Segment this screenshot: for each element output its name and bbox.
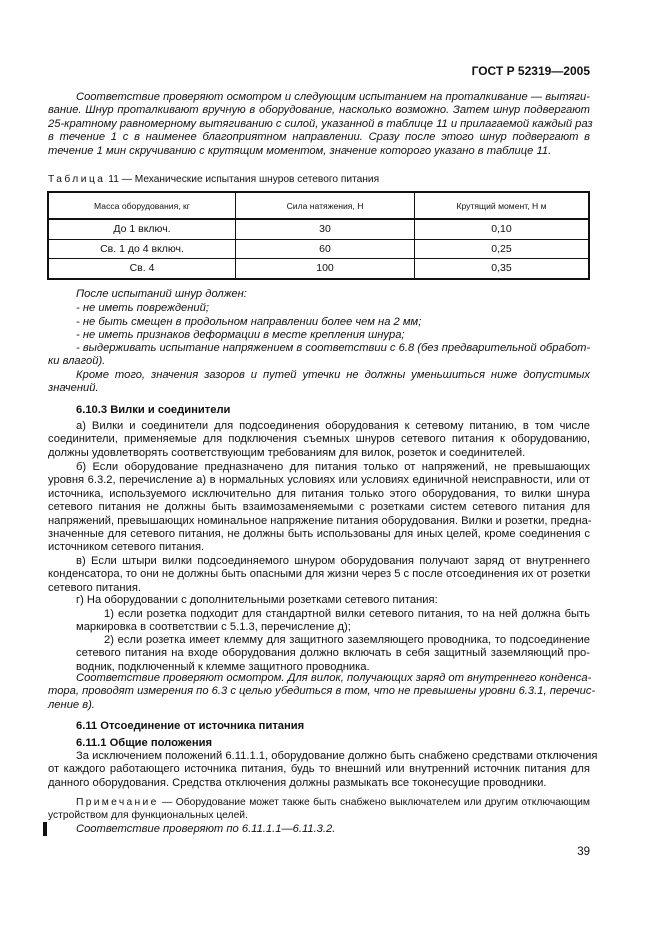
h-6-11 — [48, 720, 590, 733]
text-line: значенные для сетевого питания, не должны быть использованы для иных целей, кроме соединения с — [48, 527, 590, 540]
text-line: ление в). — [48, 698, 95, 711]
column-header-mass: Масса оборудования, кг — [48, 192, 236, 219]
text-line: Соответствие проверяют осмотром. Для вилок, получающих заряд от внутреннего конденса- — [76, 672, 592, 684]
column-header-torque: Крутящий момент, Н м — [415, 192, 590, 219]
item-b — [48, 461, 590, 555]
mechanical-tests-table — [47, 191, 590, 280]
table-row — [48, 259, 589, 279]
column-header-tension: Сила натяжения, Н — [236, 192, 415, 219]
text-line: от каждого работающего источника питания, будь то внешний или внутренний источник питания для — [48, 763, 590, 776]
cell-mass: Св. 1 до 4 включ. — [48, 239, 236, 259]
text-line: б) Если оборудование предназначено для питания только от напряжений, не превышающих — [76, 461, 590, 473]
text-line: Кроме того, значения зазоров и путей утечки не должны уменьшиться ниже допустимых — [76, 369, 590, 381]
text-line: сетевого питания на входе оборудования должно включать в себя защитный заземляющий про- — [76, 647, 590, 660]
text-line: напряжений, превышающих номинальное напряжение питания оборудования. Вилки и розетки, предна- — [48, 514, 592, 527]
text-line: - не иметь признаков деформации в месте крепления шнура; — [76, 329, 405, 341]
p-pushpull — [48, 91, 593, 158]
cell-torque: 0,25 — [415, 239, 590, 259]
text-line: соединители, применяемые для подключения съемных шнуров сетевого питания к оборудованию, — [48, 433, 590, 446]
item-g-2 — [48, 634, 590, 674]
text-line: сетевого питания не должны быть взаимозаменяемыми с розетками систем сетевого питания для — [48, 501, 590, 514]
table-caption-label: Таблица — [48, 174, 106, 185]
text-line: значений. — [48, 382, 99, 395]
req-1 — [48, 302, 590, 315]
table-caption — [48, 174, 379, 185]
text-line: 1) если розетка подходит для стандартной вилки сетевого питания, то на ней должна быть — [104, 608, 590, 620]
table-caption-text: 11 — Механические испытания шнуров сетевого питания — [108, 174, 380, 185]
text-line: ки влагой). — [48, 355, 106, 368]
text-line: 6.11 Отсоединение от источника питания — [76, 720, 305, 732]
item-g-1 — [48, 608, 590, 635]
compliance-plugs — [48, 672, 596, 712]
text-line: 2) если розетка имеет клемму для защитного заземляющего проводника, то подсоединение — [104, 634, 590, 646]
cell-tension: 30 — [236, 219, 415, 239]
text-line: маркировка в соответствии с 5.1.3, перечисление д); — [76, 621, 351, 634]
text-line: в) Если штыри вилки подсоединяемого шнуром оборудования получают заряд от внутреннего — [76, 555, 590, 567]
text-line: источником сетевого питания. — [48, 541, 205, 554]
cell-tension: 60 — [236, 239, 415, 259]
text-line: 6.11.1 Общие положения — [76, 737, 212, 749]
req-2 — [48, 316, 590, 329]
text-line: г) На оборудовании с дополнительными розетками сетевого питания: — [76, 594, 438, 606]
note-text-continued: устройством для функциональных целей. — [48, 810, 248, 822]
text-line: После испытаний шнур должен: — [76, 288, 247, 300]
text-line: Соответствие проверяют осмотром и следующим испытанием на проталкивание — вытяги- — [76, 91, 590, 103]
text-line: в течение 1 с в наименее благоприятном направлении. Сразу после этого шнур подвергают в — [48, 131, 590, 144]
req-4 — [48, 342, 590, 369]
text-line: источника, используемого исключительно для питания только этого оборудования, то вилки шнура — [48, 487, 590, 500]
text-line: тора, проводят измерения по 6.3 с целью убедиться в том, что не превышены уровни 6.3.1, перечис- — [48, 685, 596, 698]
document-id-header: ГОСТ Р 52319—2005 — [471, 64, 590, 78]
text-line: вание. Шнур проталкивают вручную в оборудование, насколько возможно. Затем шнур подвергают — [48, 104, 590, 117]
page-number: 39 — [577, 846, 590, 858]
text-line: а) Вилки и соединители для подсоединения оборудования к сетевому питанию, в том числе — [76, 420, 590, 432]
text-line: уровня 6.3.2, перечисление а) в нормальных условиях или условиях единичной неисправности, или от — [48, 474, 590, 487]
table-row — [48, 239, 589, 259]
cell-mass: Св. 4 — [48, 259, 236, 279]
text-line: 25-кратному равномерному вытягиванию с силой, указанной в таблице 11 и прилагаемой каждый раз — [48, 117, 593, 130]
text-line: - выдерживать испытание напряжением в соответствии с 6.8 (без предварительной обработ- — [76, 342, 591, 354]
h-6-11-1 — [48, 737, 590, 750]
text-line: течение 1 мин скручиванию с крутящим моментом, значение которого указано в таблице 11. — [48, 144, 552, 157]
note — [48, 796, 590, 823]
text-line: - не быть смещен в продольном направлении более чем на 2 мм; — [76, 316, 422, 328]
item-a — [48, 420, 590, 460]
text-line: конденсатора, то они не должны быть опасными для жизни через 5 с после отсоединения их от розетки — [48, 568, 591, 581]
final-compliance-statement: Соответствие проверяют по 6.11.1.1—6.11.3.2. — [76, 823, 336, 835]
h-6-10-3 — [48, 404, 590, 417]
note-label: Примечание — [76, 797, 159, 808]
item-v — [48, 555, 590, 595]
text-line: данного оборудования. Средства отключения должны размыкать все токонесущие проводники. — [48, 776, 547, 789]
general — [48, 750, 598, 790]
text-line: сетевого питания. — [48, 581, 141, 594]
text-line: 6.10.3 Вилки и соединители — [76, 404, 231, 416]
text-line: должны удовлетворять соответствующим требованиям для вилок, розеток и соединителей. — [48, 446, 526, 459]
cell-mass: До 1 включ. — [48, 219, 236, 239]
req-3 — [48, 329, 590, 342]
item-g — [48, 594, 590, 607]
after-test — [48, 288, 590, 301]
cell-torque: 0,35 — [415, 259, 590, 279]
text-line: За исключением положений 6.11.1.1, оборудование должно быть снабжено средствами отключения — [76, 750, 598, 762]
change-marker-bar — [43, 822, 47, 836]
table-row — [48, 219, 589, 239]
cell-torque: 0,10 — [415, 219, 590, 239]
note-text: — Оборудование может также быть снабжено выключателем или другим отключающим — [162, 797, 590, 808]
cell-tension: 100 — [236, 259, 415, 279]
clearances — [48, 369, 590, 396]
text-line: - не иметь повреждений; — [76, 302, 209, 314]
text-line: водник, подключенный к клемме защитного проводника. — [76, 660, 370, 673]
